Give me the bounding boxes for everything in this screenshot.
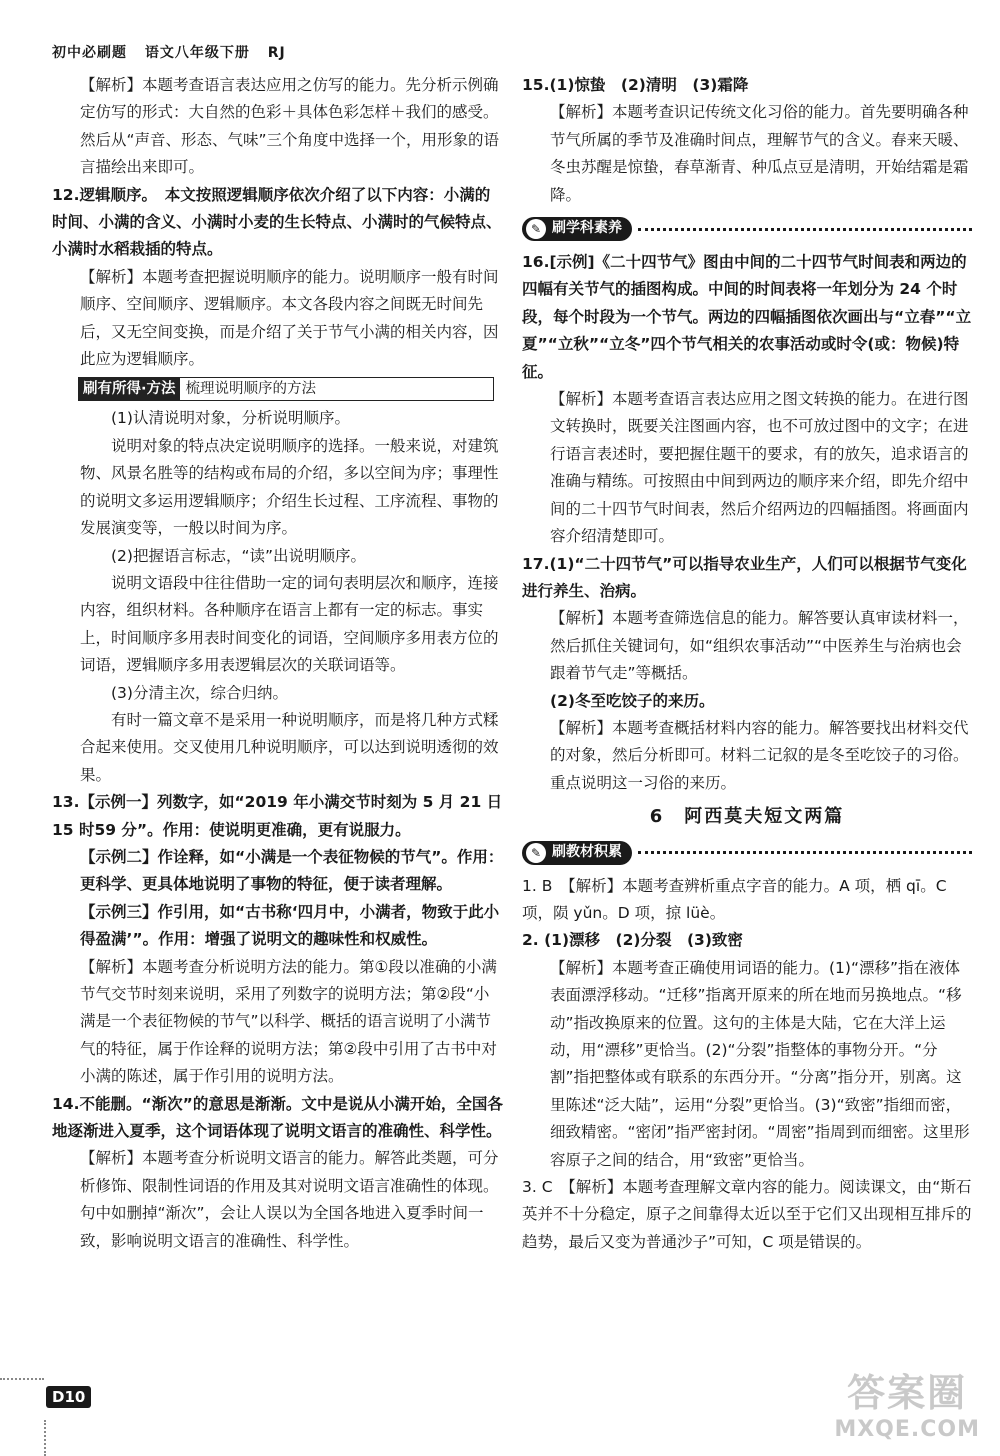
method-title: 梳理说明顺序的方法 bbox=[185, 381, 317, 398]
banner-divider bbox=[638, 228, 972, 231]
subject-title: 语文八年级下册 bbox=[144, 45, 250, 61]
q2-answer: 2. (1)漂移 (2)分裂 (3)致密 bbox=[522, 931, 743, 950]
right-column bbox=[522, 72, 972, 1256]
q17-number: 17. bbox=[522, 554, 550, 573]
q15-answer: (1)惊蛰 (2)清明 (3)霜降 bbox=[549, 76, 749, 94]
watermark-logo: 答案圈 bbox=[847, 1371, 968, 1415]
q12-number: 12. bbox=[52, 185, 80, 204]
method-point-1: (1)认清说明对象，分析说明顺序。 bbox=[111, 409, 350, 428]
book-title: 初中必刷题 bbox=[52, 45, 127, 61]
banner-badge bbox=[522, 217, 632, 241]
q12-answer-row bbox=[52, 182, 504, 264]
q12-analysis: 【解析】本题考查把握说明顺序的能力。说明顺序一般有时间顺序、空间顺序、逻辑顺序。本文各段内容之间既无时间先后，又无空间变换，而是介绍了关于节气小满的相关内容，因此应为逻辑顺序。 bbox=[80, 267, 499, 369]
q3-answer: 3. C 【解析】本题考查理解文章内容的能力。阅读课文，由“斯石英并不十分稳定，原子之间靠得太近以至于它们又出现相互排斥的趋势，最后又变为普通沙子”可知，C 项是错误的。 bbox=[522, 1178, 972, 1251]
brush-icon: ✎ bbox=[526, 843, 546, 863]
q16-analysis: 【解析】本题考查语言表达应用之图文转换的能力。在进行图文转换时，既要关注图画内容，也不可放过图中的文字；在进行语言表述时，要把握住题干的要求，有的放矢，追求语言的准确与精练。可按照由中间到两边的顺序来介绍，即先介绍中间的二十四节气时间表，然后介绍两边的四幅插图。将画面内容介绍清楚即可。 bbox=[550, 390, 969, 546]
q17-answer-row bbox=[522, 551, 972, 606]
q15-number: 15. bbox=[522, 76, 550, 94]
watermark-url: MXQE.COM bbox=[834, 1417, 980, 1442]
watermark bbox=[834, 1362, 980, 1442]
q16-answer: [示例]《二十四节气》图由中间的二十四节气时间表和两边的四幅有关节气的插图构成。中间的时间表将一年划分为 24 个时段，每个时段为一个节气。两边的四幅插图依次画出与“立春”“立夏”“立秋”“立冬”四个节气相关的农事活动或时令(或：物候)特征。 bbox=[522, 253, 972, 381]
textbook-banner bbox=[522, 839, 972, 867]
running-header bbox=[52, 42, 298, 62]
q14-answer: 不能删。“渐次”的意思是渐渐。文中是说从小满开始，全国各地逐渐进入夏季，这个词语体现了说明文语言的准确性、科学性。 bbox=[52, 1094, 503, 1141]
q13-example-1: 【示例一】列数字，如“2019 年小满交节时刻为 5 月 21 日 15 时59 分”。作用：使说明更准确，更有说服力。 bbox=[52, 793, 503, 839]
q13-answer-row bbox=[52, 789, 504, 844]
q16-answer-row bbox=[522, 249, 972, 386]
corner-dots-vertical bbox=[44, 1420, 46, 1456]
method-box bbox=[78, 377, 494, 401]
banner-label-2: 刷教材积累 bbox=[552, 843, 622, 860]
q17-analysis-2: 【解析】本题考查概括材料内容的能力。解答要找出材料交代的对象，然后分析即可。材料二记叙的是冬至吃饺子的习俗。重点说明这一习俗的来历。 bbox=[550, 718, 969, 792]
brush-icon: ✎ bbox=[526, 219, 546, 239]
section-title: 6 阿西莫夫短文两篇 bbox=[649, 806, 845, 828]
q11-analysis: 【解析】本题考查语言表达应用之仿写的能力。先分析示例确定仿写的形式：大自然的色彩＋具体色彩怎样＋我们的感受。然后从“声音、形态、气味”三个角度中选择一个，用形象的语言描绘出来即可。 bbox=[80, 76, 500, 177]
q12-answer: 逻辑顺序。 本文按照逻辑顺序依次介绍了以下内容：小满的时间、小满的含义、小满时小麦的生长特点、小满时的气候特点、小满时水稻栽插的特点。 bbox=[52, 185, 502, 259]
q15-analysis: 【解析】本题考查识记传统文化习俗的能力。首先要明确各种节气所属的季节及准确时间点，理解节气的含义。春来天暖、冬虫苏醒是惊蛰，春草渐青、种瓜点豆是清明，开始结霜是霜降。 bbox=[550, 103, 969, 204]
q17-analysis-1: 【解析】本题考查筛选信息的能力。解答要认真审读材料一，然后抓住关键词句，如“组织农事活动”“中医养生与治病也会跟着节气走”等概括。 bbox=[550, 609, 969, 683]
q14-answer-row bbox=[52, 1091, 504, 1146]
q1-answer: 1. B 【解析】本题考查辨析重点字音的能力。A 项，栖 qī。C 项，陨 yǔn。D 项，掠 lüè。 bbox=[522, 876, 947, 922]
banner-badge-2 bbox=[522, 841, 632, 865]
q16-number: 16. bbox=[522, 253, 550, 272]
left-column bbox=[52, 72, 504, 1255]
method-text-2: 说明文语段中往往借助一定的词句表明层次和顺序，连接内容，组织材料。各种顺序在语言上都有一定的标志。事实上，时间顺序多用表时间变化的词语，空间顺序多用表方位的词语，逻辑顺序多用表逻辑层次的关联词语等。 bbox=[80, 573, 499, 675]
q14-analysis: 【解析】本题考查分析说明文语言的能力。解答此类题，可分析修饰、限制性词语的作用及其对说明文语言准确性的体现。句中如删掉“渐次”，会让人误以为全国各地进入夏季时间一致，影响说明文语言的准确性、科学性。 bbox=[80, 1149, 499, 1250]
banner-label: 刷学科素养 bbox=[552, 220, 622, 237]
corner-dots bbox=[0, 1378, 44, 1380]
method-tag: 刷有所得·方法 bbox=[79, 378, 180, 400]
q13-example-2: 【示例二】作诠释，如“小满是一个表征物候的节气”。作用：更科学、更具体地说明了事物的特征，便于读者理解。 bbox=[80, 847, 504, 894]
banner-divider-2 bbox=[638, 851, 972, 854]
method-text-1: 说明对象的特点决定说明顺序的选择。一般来说，对建筑物、风景名胜等的结构或布局的介绍，多以空间为序；事理性的说明文多运用逻辑顺序；介绍生长过程、工序流程、事物的发展演变等，一般以时间为序。 bbox=[80, 436, 499, 538]
q15-answer-row bbox=[522, 72, 972, 99]
q13-analysis: 【解析】本题考查分析说明方法的能力。第①段以准确的小满节气交节时刻来说明，采用了列数字的说明方法；第②段“小满是一个表征物候的节气”以科学、概括的语言说明了小满节气的特征，属于作诠释的说明方法；第②段中引用了古书中对小满的陈述，属于作引用的说明方法。 bbox=[80, 957, 497, 1086]
q13-example-3: 【示例三】作引用，如“古书称‘四月中，小满者，物致于此小得盈满’”。作用：增强了说明文的趣味性和权威性。 bbox=[80, 902, 500, 949]
q14-number: 14. bbox=[52, 1094, 80, 1113]
q17-answer-2: (2)冬至吃饺子的来历。 bbox=[550, 691, 715, 710]
method-point-2: (2)把握语言标志，“读”出说明顺序。 bbox=[111, 546, 367, 565]
page-number: D10 bbox=[46, 1386, 91, 1408]
q2-analysis: 【解析】本题考查正确使用词语的能力。(1)“漂移”指在液体表面漂浮移动。“迁移”指离开原来的所在地而另换地点。“移动”指改换原来的位置。这句的主体是大陆，它在大洋上运动，用“漂移”更恰当。(2)“分裂”指整体的事物分开。“分割”指把整体或有联系的东西分开。“分离”指分开，别离。这里陈述“泛大陆”，运用“分裂”更恰当。(3)“致密”指细而密，细致精密。“密闭”指严密封闭。“周密”指周到而细密。这里形容原子之间的结合，用“致密”更恰当。 bbox=[550, 958, 970, 1169]
subject-literacy-banner bbox=[522, 215, 972, 243]
q13-number: 13. bbox=[52, 793, 80, 812]
q17-answer-1: (1)“二十四节气”可以指导农业生产，人们可以根据节气变化进行养生、治病。 bbox=[522, 554, 967, 600]
method-text-3: 有时一篇文章不是采用一种说明顺序，而是将几种方式糅合起来使用。交叉使用几种说明顺序，可以达到说明透彻的效果。 bbox=[80, 710, 499, 784]
method-point-3: (3)分清主次，综合归纳。 bbox=[111, 683, 288, 702]
edition-mark: RJ bbox=[267, 45, 286, 61]
